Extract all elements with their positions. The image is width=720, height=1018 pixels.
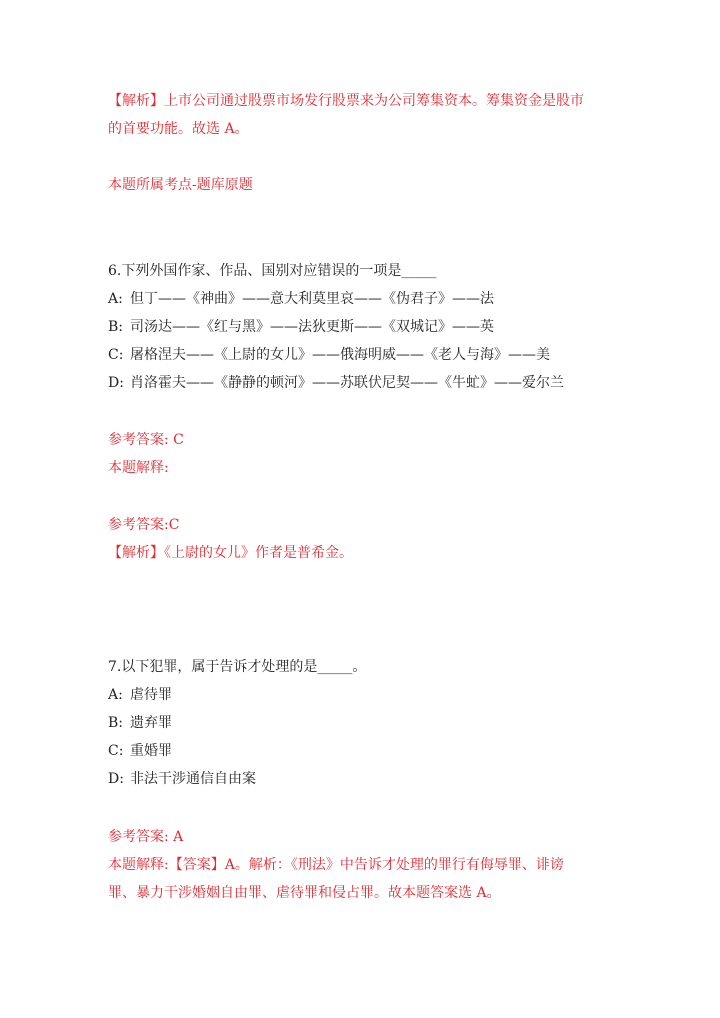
q7-stem: 7.以下犯罪，属于告诉才处理的是_____。	[108, 659, 367, 675]
q6-answer: 参考答案: C	[108, 432, 184, 448]
q7-option-b	[108, 713, 172, 733]
q6-option-a-letter: A:	[108, 291, 123, 307]
prev-source-note: 本题所属考点-题库原题	[108, 177, 253, 193]
q6-option-d-text: 肖洛霍夫——《静静的顿河》——苏联伏尼契——《牛虻》——爱尔兰	[130, 375, 564, 391]
q6-option-c-text: 屠格涅夫——《上尉的女儿》——俄海明威——《老人与海》——美	[130, 347, 550, 363]
q6-option-c-letter: C:	[108, 347, 124, 363]
q7-answer: 参考答案: A	[108, 829, 184, 845]
q7-option-b-text: 遗弃罪	[130, 715, 172, 731]
q6-stem: 6.下列外国作家、作品、国别对应错误的一项是_____	[108, 263, 437, 279]
prev-analysis-line2: 的首要功能。故选 A。	[108, 121, 249, 137]
q6-option-a-text: 但丁——《神曲》——意大利莫里哀——《伪君子》——法	[130, 291, 494, 307]
q7-option-c-text: 重婚罪	[130, 743, 172, 759]
q7-option-a-letter: A:	[108, 687, 123, 703]
q6-option-b-text: 司汤达——《红与黑》——法狄更斯——《双城记》——英	[130, 319, 494, 335]
q7-option-d	[108, 769, 256, 789]
q6-analysis: 【解析】《上尉的女儿》作者是普希金。	[108, 545, 353, 561]
q6-option-d	[108, 373, 564, 393]
q7-option-b-letter: B:	[108, 715, 124, 731]
q6-option-a	[108, 289, 494, 309]
q6-option-d-letter: D:	[108, 375, 124, 391]
q6-answer-repeat: 参考答案:C	[108, 517, 180, 533]
q7-option-d-letter: D:	[108, 771, 124, 787]
q6-option-b	[108, 317, 494, 337]
q7-option-c-letter: C:	[108, 743, 124, 759]
q7-explain-line2: 罪、暴力干涉婚姻自由罪、虐待罪和侵占罪。故本题答案选 A。	[108, 885, 501, 901]
q7-explain-line1: 本题解释:【答案】A。解析：《刑法》中告诉才处理的罪行有侮辱罪、诽谤	[108, 857, 564, 873]
q6-option-b-letter: B:	[108, 319, 124, 335]
q7-option-d-text: 非法干涉通信自由案	[130, 771, 256, 787]
q7-option-c	[108, 741, 172, 761]
q6-explain-label: 本题解释:	[108, 460, 169, 476]
prev-analysis-line1: 【解析】上市公司通过股票市场发行股票来为公司筹集资本。筹集资金是股市	[108, 93, 584, 109]
q7-option-a	[108, 685, 172, 705]
q6-option-c	[108, 345, 550, 365]
q7-option-a-text: 虐待罪	[130, 687, 172, 703]
